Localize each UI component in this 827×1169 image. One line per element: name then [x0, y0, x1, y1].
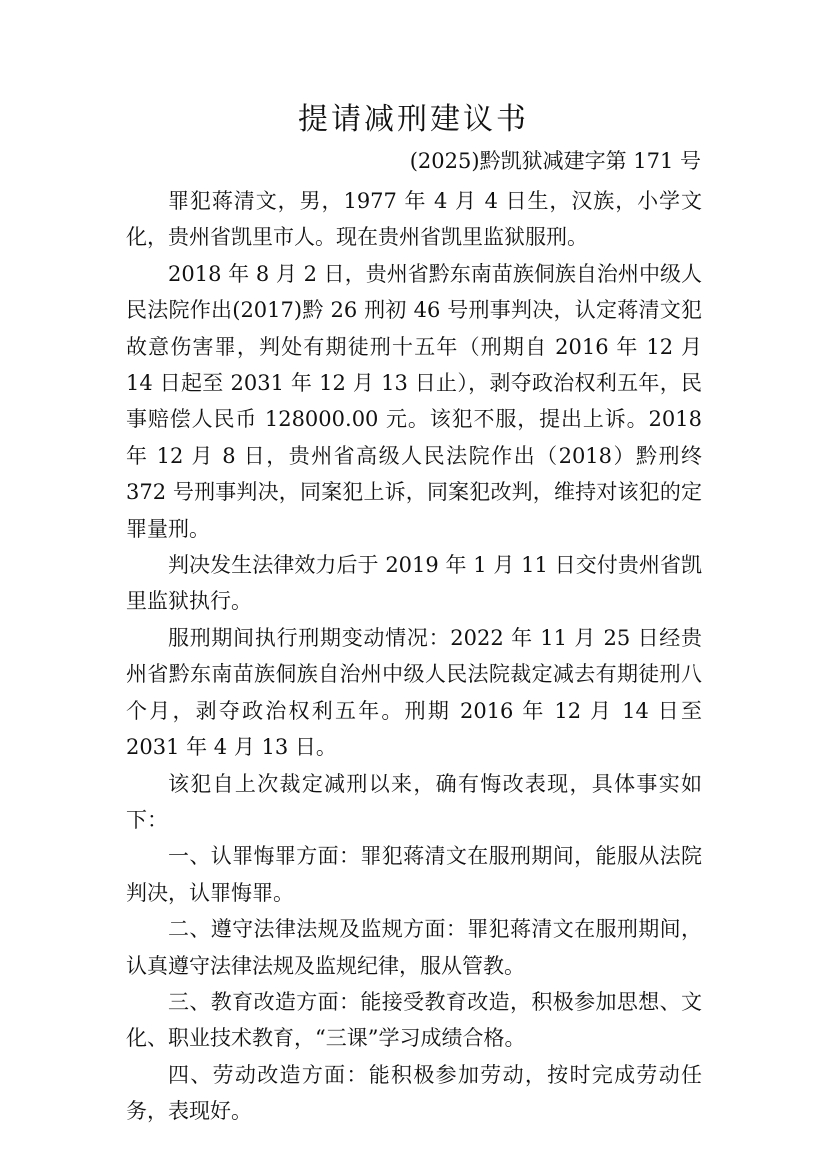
paragraph-labor: 四、劳动改造方面：能积极参加劳动，按时完成劳动任务，表现好。 — [126, 1062, 702, 1124]
document-number: (2025)黔凯狱减建字第 171 号 — [409, 149, 701, 173]
document-title: 提请减刑建议书 — [298, 102, 529, 137]
paragraph-guilt-plea: 一、认罪悔罪方面：罪犯蒋清文在服刑期间，能服从法院判决，认罪悔罪。 — [126, 844, 702, 905]
paragraph-education: 三、教育改造方面：能接受教育改造，积极参加思想、文化、职业技术教育，“三课”学习成绩合格。 — [126, 989, 702, 1051]
paragraph-repentance-intro: 该犯自上次裁定减刑以来，确有悔改表现，具体事实如下： — [126, 771, 702, 832]
paragraph-execution: 判决发生法律效力后于 2019 年 1 月 11 日交付贵州省凯里监狱执行。 — [126, 553, 702, 614]
paragraph-law-compliance: 二、遵守法律法规及监规方面：罪犯蒋清文在服刑期间，认真遵守法律法规及监规纪律，服从管教。 — [126, 917, 702, 978]
paragraph-sentence-change: 服刑期间执行刑期变动情况：2022 年 11 月 25 日经贵州省黔东南苗族侗族自治州中级人民法院裁定减去有期徒刑八个月，剥夺政治权利五年。刑期 2016 年 12 月 14 日至 2031 年 4 月 13 日。 — [126, 625, 702, 760]
document-body — [126, 183, 702, 1130]
paragraph-judgment: 2018 年 8 月 2 日，贵州省黔东南苗族侗族自治州中级人民法院作出(2017)黔 26 刑初 46 号刑事判决，认定蒋清文犯故意伤害罪，判处有期徒刑十五年（刑期自 2016 年 12 月 14 日起至 2031 年 12 月 13 日止），剥夺政治权利五年，民事赔偿人民币 128000.00 元。该犯不服，提出上诉。2018 年 12 月 8 日，贵州省高级人民法院作出（2018）黔刑终 372 号刑事判决，同案犯上诉，同案犯改判，维持对该犯的定罪量刑。 — [126, 261, 702, 541]
paragraph-criminal-info: 罪犯蒋清文，男，1977 年 4 月 4 日生，汉族，小学文化，贵州省凯里市人。现在贵州省凯里监狱服刑。 — [126, 189, 702, 250]
